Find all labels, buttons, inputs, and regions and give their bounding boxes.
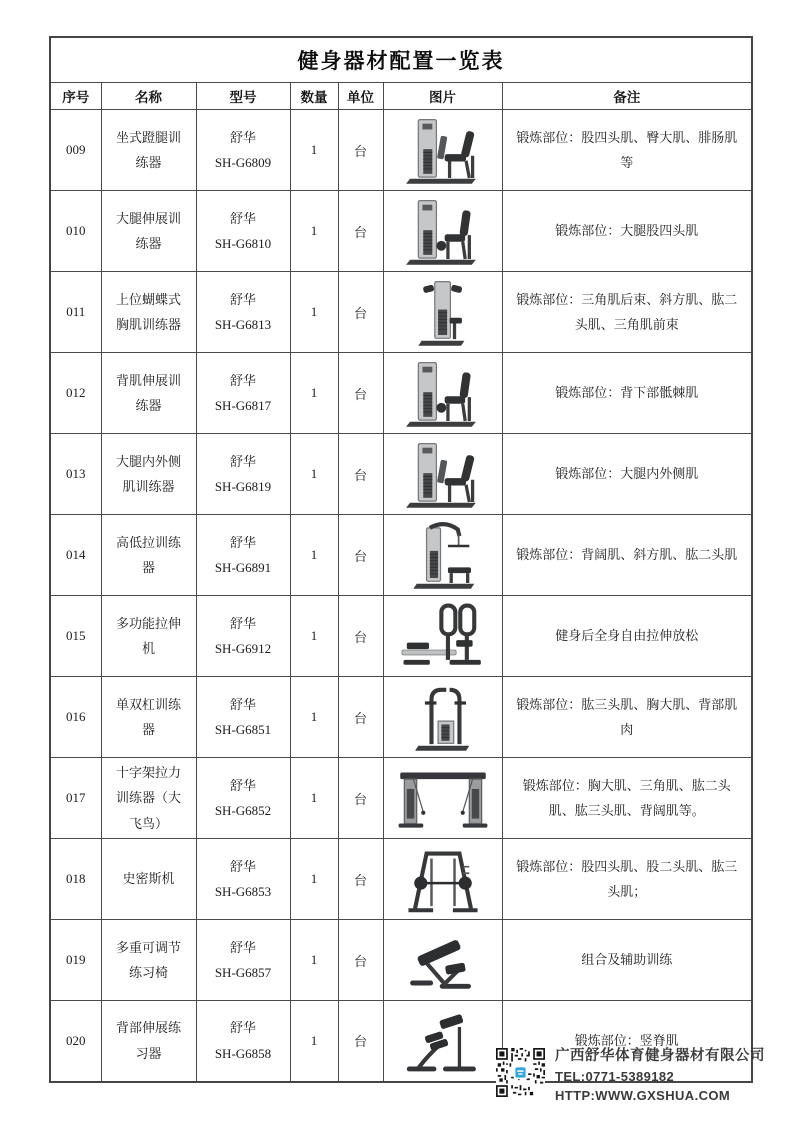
serial-cell: 012 xyxy=(50,353,101,434)
serial-cell: 009 xyxy=(50,110,101,191)
name-cell: 十字架拉力训练器（大飞鸟） xyxy=(101,758,196,839)
model-number: SH-G6857 xyxy=(214,965,272,981)
col-header-unit: 单位 xyxy=(338,83,383,110)
unit-cell: 台 xyxy=(338,677,383,758)
brand-label: 舒华 xyxy=(229,534,256,550)
name-cell: 上位蝴蝶式胸肌训练器 xyxy=(101,272,196,353)
remark-cell: 锻炼部位：背阔肌、斜方肌、肱二头肌 xyxy=(502,515,752,596)
quantity-cell: 1 xyxy=(290,596,338,677)
model-number: SH-G6810 xyxy=(214,236,272,251)
table-row xyxy=(50,515,752,596)
name-cell: 背部伸展练习器 xyxy=(101,1001,196,1082)
model-number: SH-G6813 xyxy=(214,317,272,332)
picture-cell xyxy=(383,353,502,434)
serial-cell: 010 xyxy=(50,191,101,272)
model-number: SH-G6853 xyxy=(214,884,272,900)
picture-cell xyxy=(383,272,502,353)
quantity-cell: 1 xyxy=(290,758,338,839)
table-row xyxy=(50,191,752,272)
qr-code-icon xyxy=(496,1048,545,1097)
model-cell xyxy=(196,758,290,839)
brand-label: 舒华 xyxy=(229,291,256,307)
title-row xyxy=(50,37,752,83)
picture-cell xyxy=(383,596,502,677)
table-row xyxy=(50,110,752,191)
picture-cell xyxy=(383,920,502,1001)
model-number: SH-G6851 xyxy=(214,722,272,737)
serial-cell: 013 xyxy=(50,434,101,515)
model-cell xyxy=(196,110,290,191)
brand-label: 舒华 xyxy=(229,129,256,145)
table-row xyxy=(50,434,752,515)
table-row xyxy=(50,353,752,434)
brand-label: 舒华 xyxy=(229,453,256,469)
unit-cell: 台 xyxy=(338,353,383,434)
model-cell xyxy=(196,434,290,515)
picture-cell xyxy=(383,1001,502,1082)
quantity-cell: 1 xyxy=(290,353,338,434)
col-header-serial: 序号 xyxy=(50,83,101,110)
equipment-image-icon xyxy=(391,599,495,673)
quantity-cell: 1 xyxy=(290,677,338,758)
model-number: SH-G6912 xyxy=(214,641,272,656)
col-header-picture: 图片 xyxy=(383,83,502,110)
equipment-configuration-table xyxy=(49,36,753,1083)
equipment-image-icon xyxy=(391,113,495,187)
company-phone: TEL:0771-5389182 xyxy=(555,1069,675,1084)
picture-cell xyxy=(383,434,502,515)
picture-cell xyxy=(383,758,502,839)
equipment-image-icon xyxy=(391,923,495,997)
picture-cell xyxy=(383,191,502,272)
equipment-configuration-sheet xyxy=(49,36,753,1083)
model-number: SH-G6852 xyxy=(214,803,272,819)
remark-cell: 锻炼部位：三角肌后束、斜方肌、肱二头肌、三角肌前束 xyxy=(502,272,752,353)
serial-cell: 020 xyxy=(50,1001,101,1082)
unit-cell: 台 xyxy=(338,110,383,191)
brand-label: 舒华 xyxy=(229,615,256,631)
equipment-image-icon xyxy=(391,680,495,754)
table-row xyxy=(50,839,752,920)
serial-cell: 015 xyxy=(50,596,101,677)
quantity-cell: 1 xyxy=(290,839,338,920)
model-cell xyxy=(196,272,290,353)
unit-cell: 台 xyxy=(338,839,383,920)
picture-cell xyxy=(383,677,502,758)
equipment-image-icon xyxy=(391,518,495,592)
serial-cell: 017 xyxy=(50,758,101,839)
quantity-cell: 1 xyxy=(290,434,338,515)
remark-cell: 锻炼部位：背下部骶棘肌 xyxy=(502,353,752,434)
remark-cell: 锻炼部位：胸大肌、三角肌、肱二头肌、肱三头肌、背阔肌等。 xyxy=(502,758,752,839)
equipment-image-icon xyxy=(391,275,495,349)
model-number: SH-G6819 xyxy=(214,479,272,494)
equipment-image-icon xyxy=(391,1004,495,1078)
model-cell xyxy=(196,920,290,1001)
serial-cell: 014 xyxy=(50,515,101,596)
quantity-cell: 1 xyxy=(290,1001,338,1082)
company-website: HTTP:WWW.GXSHUA.COM xyxy=(555,1088,731,1103)
unit-cell: 台 xyxy=(338,758,383,839)
model-cell xyxy=(196,839,290,920)
table-row xyxy=(50,272,752,353)
model-number: SH-G6858 xyxy=(214,1045,272,1061)
unit-cell: 台 xyxy=(338,515,383,596)
name-cell: 背肌伸展训练器 xyxy=(101,353,196,434)
unit-cell: 台 xyxy=(338,920,383,1001)
unit-cell: 台 xyxy=(338,191,383,272)
model-cell xyxy=(196,1001,290,1082)
picture-cell xyxy=(383,515,502,596)
table-row xyxy=(50,677,752,758)
unit-cell: 台 xyxy=(338,434,383,515)
name-cell: 多功能拉伸机 xyxy=(101,596,196,677)
brand-label: 舒华 xyxy=(229,858,256,874)
table-row xyxy=(50,596,752,677)
model-cell xyxy=(196,191,290,272)
remark-cell: 锻炼部位：股四头肌、臀大肌、腓肠肌等 xyxy=(502,110,752,191)
col-header-remark: 备注 xyxy=(502,83,752,110)
model-cell xyxy=(196,353,290,434)
remark-cell: 锻炼部位：肱三头肌、胸大肌、背部肌肉 xyxy=(502,677,752,758)
qr-center-logo xyxy=(515,1067,525,1077)
model-cell xyxy=(196,515,290,596)
model-cell xyxy=(196,677,290,758)
remark-cell: 锻炼部位：大腿内外侧肌 xyxy=(502,434,752,515)
brand-label: 舒华 xyxy=(229,777,256,793)
brand-label: 舒华 xyxy=(229,939,256,955)
remark-cell: 锻炼部位：竖脊肌 xyxy=(502,1001,752,1082)
table-row xyxy=(50,758,752,839)
company-name: 广西舒华体育健身器材有限公司 xyxy=(555,1048,765,1064)
serial-cell: 011 xyxy=(50,272,101,353)
company-watermark xyxy=(496,1044,765,1103)
equipment-image-icon xyxy=(391,761,495,835)
remark-cell: 健身后全身自由拉伸放松 xyxy=(502,596,752,677)
picture-cell xyxy=(383,110,502,191)
unit-cell: 台 xyxy=(338,1001,383,1082)
name-cell: 史密斯机 xyxy=(101,839,196,920)
remark-cell: 组合及辅助训练 xyxy=(502,920,752,1001)
name-cell: 大腿内外侧肌训练器 xyxy=(101,434,196,515)
model-number: SH-G6891 xyxy=(214,560,272,575)
model-cell xyxy=(196,596,290,677)
table-header-row xyxy=(50,83,752,110)
serial-cell: 019 xyxy=(50,920,101,1001)
unit-cell: 台 xyxy=(338,596,383,677)
col-header-quantity: 数量 xyxy=(290,83,338,110)
col-header-model: 型号 xyxy=(196,83,290,110)
name-cell: 坐式蹬腿训练器 xyxy=(101,110,196,191)
watermark-text-block xyxy=(555,1044,765,1103)
brand-label: 舒华 xyxy=(229,1020,256,1036)
brand-label: 舒华 xyxy=(229,372,256,388)
table-row xyxy=(50,920,752,1001)
equipment-image-icon xyxy=(391,437,495,511)
name-cell: 单双杠训练器 xyxy=(101,677,196,758)
col-header-name: 名称 xyxy=(101,83,196,110)
picture-cell xyxy=(383,839,502,920)
quantity-cell: 1 xyxy=(290,515,338,596)
quantity-cell: 1 xyxy=(290,191,338,272)
remark-cell: 锻炼部位：大腿股四头肌 xyxy=(502,191,752,272)
model-number: SH-G6817 xyxy=(214,398,272,413)
serial-cell: 018 xyxy=(50,839,101,920)
quantity-cell: 1 xyxy=(290,920,338,1001)
serial-cell: 016 xyxy=(50,677,101,758)
name-cell: 多重可调节练习椅 xyxy=(101,920,196,1001)
equipment-image-icon xyxy=(391,842,495,916)
quantity-cell: 1 xyxy=(290,110,338,191)
model-number: SH-G6809 xyxy=(214,155,272,170)
quantity-cell: 1 xyxy=(290,272,338,353)
unit-cell: 台 xyxy=(338,272,383,353)
brand-label: 舒华 xyxy=(229,696,256,712)
remark-cell: 锻炼部位：股四头肌、股二头肌、肱三头肌； xyxy=(502,839,752,920)
page-title: 健身器材配置一览表 xyxy=(50,37,752,83)
equipment-image-icon xyxy=(391,194,495,268)
brand-label: 舒华 xyxy=(229,210,256,226)
equipment-image-icon xyxy=(391,356,495,430)
name-cell: 大腿伸展训练器 xyxy=(101,191,196,272)
name-cell: 高低拉训练器 xyxy=(101,515,196,596)
